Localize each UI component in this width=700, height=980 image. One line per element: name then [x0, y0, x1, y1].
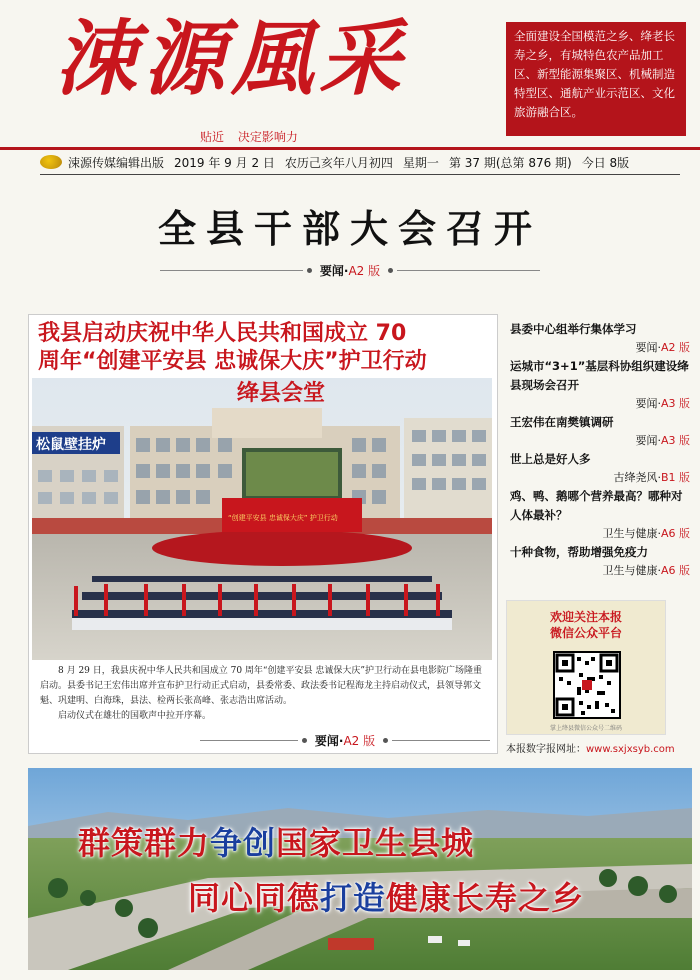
main-headline[interactable]: 全县干部大会召开 [157, 207, 542, 251]
sidebar-item[interactable]: 鸡、鸭、鹅哪个营养最高？哪种对人体最补？ 卫生与健康·A6 版 [510, 489, 690, 540]
banner-slogan-2: 同心同德打造健康长寿之乡 [188, 879, 585, 917]
masthead [0, 0, 700, 150]
sidebar-item[interactable]: 运城市“3+1”基层科协组织建设绛县现场会召开 要闻·A3 版 [510, 359, 690, 410]
lead-story-caption: 8 月 29 日，我县庆祝中华人民共和国成立 70 周年“创建平安县 忠诚保大庆”护卫行动在县电影院广场隆重启动。县委书记王宏伟出席并宣布护卫行动正式启动，县委常委、政法委书记程海龙主持启动仪式，县领导郭文魁、巩建明、白海珠，县法、检两长张高峰、张志浩出席活动。 启动仪式在雄壮的国歌声中拉开序幕。 [40, 666, 483, 721]
headline-page-ref[interactable]: 要闻·A2 版 [160, 262, 540, 279]
banner-landscape [28, 768, 692, 970]
issue-date: 2019 年 9 月 2 日 [174, 155, 275, 170]
publisher: 涑源传媒编辑出版 [68, 155, 165, 170]
lead-story-title[interactable]: 我县启动庆祝中华人民共和国成立 70 周年“创建平安县 忠诚保大庆”护卫行动 [38, 321, 427, 374]
issue-info-bar [40, 152, 680, 172]
page-count: 今日 8版 [581, 155, 630, 170]
masthead-red-box: 全面建设全国模范之乡、绛老长寿之乡，有城特色农产品加工区、新型能源集聚区、机械制造特型区、通航产业示范区、文化旅游融合区。 [506, 22, 686, 136]
weekday: 星期一 [402, 155, 439, 170]
lead-page-ref[interactable]: 要闻·A2 版 [200, 732, 490, 749]
ceremony-photo [32, 378, 492, 660]
bottom-banner [28, 768, 692, 970]
banner-slogan-1: 群策群力争创国家卫生县城 [78, 824, 475, 862]
sidebar-item[interactable]: 世上总是好人多 古绛尧风·B1 版 [510, 452, 690, 484]
sidebar-item[interactable]: 十种食物，帮助增强免疫力 卫生与健康·A6 版 [510, 545, 690, 577]
issue-number: 第 37 期(总第 876 期) [448, 155, 572, 170]
sidebar-index [510, 320, 690, 580]
hall-sign-text: 绛县会堂 [237, 380, 326, 406]
sidebar-item[interactable]: 王宏伟在南樊镇调研 要闻·A3 版 [510, 415, 690, 447]
qr-code-icon[interactable] [553, 651, 621, 719]
stage-banner-text: “创建平安县 忠诚保大庆” 护卫行动 [228, 514, 338, 522]
infobar-rule [40, 174, 680, 175]
sidebar-item[interactable]: 县委中心组举行集体学习 要闻·A2 版 [510, 322, 690, 354]
lunar-date: 农历己亥年八月初四 [284, 155, 393, 170]
publisher-logo-icon [40, 155, 62, 169]
masthead-rule [0, 147, 700, 150]
lead-story-photo [32, 378, 492, 660]
wechat-qr-box: 欢迎关注本报 微信公众平台 掌上绛县微信公众号二维码 [506, 600, 666, 735]
newspaper-title: 涑源風采 [55, 11, 407, 107]
slogan: 贴近 决定影响力 [200, 130, 298, 144]
website-line[interactable]: 本报数字报网址：www.sxjxsyb.com [506, 744, 675, 755]
left-sign-text: 松鼠壁挂炉 [36, 437, 106, 453]
